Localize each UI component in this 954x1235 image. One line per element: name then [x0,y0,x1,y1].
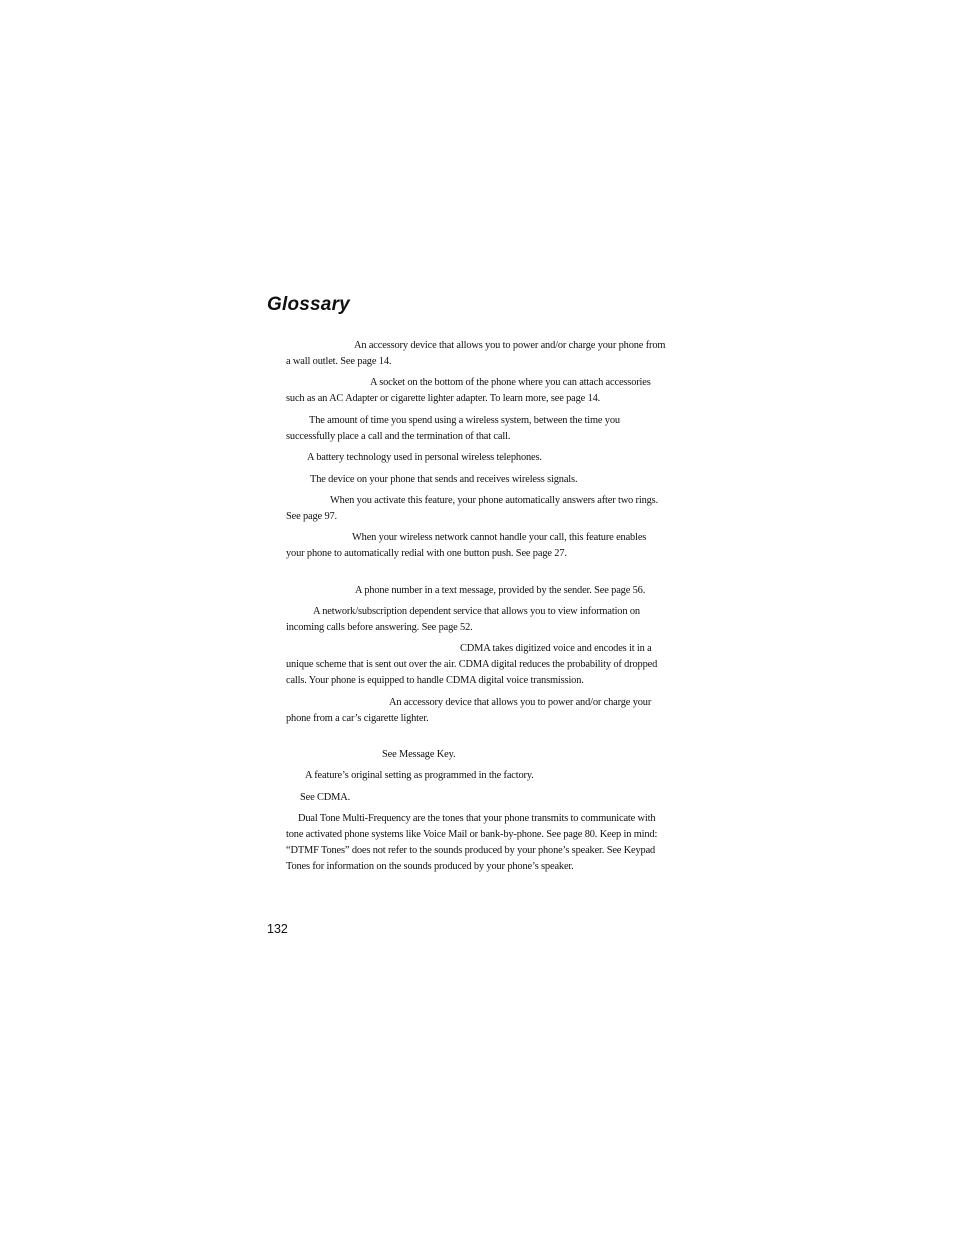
glossary-entry-digital [286,790,666,806]
glossary-entry-cigarette-lighter-adapter [286,695,666,727]
glossary-entry-text: Dual Tone Multi-Frequency are the tones that your phone transmits to communicate with tone activated phone systems like Voice Mail or bank-by-phone. See page 80. Keep in mind: “DTMF Tones” does not refer to the sounds produced by your phone’s speaker. See Keypad Tones for information on the sounds produced by your phone’s speaker. [286,813,658,872]
glossary-entry-text: The amount of time you spend using a wireless system, between the time you successfully place a call and the termination of that call. [286,415,620,442]
glossary-entry-clr-key [286,747,666,763]
page-title: Glossary [267,294,350,315]
glossary-entry-text: A phone number in a text message, provided by the sender. See page 56. [355,585,646,596]
glossary-entry-text: A network/subscription dependent service that allows you to view information on incoming calls before answering. See page 52. [286,606,640,633]
glossary-entry-text: An accessory device that allows you to power and/or charge your phone from a wall outlet. See page 14. [286,340,666,367]
glossary-entry-text: When you activate this feature, your phone automatically answers after two rings. See page 97. [286,495,659,522]
glossary-entry-auto-answer [286,493,666,525]
glossary-entry-callback-number [286,583,666,599]
glossary-entry-text: See Message Key. [382,749,456,760]
glossary-entry-text: See CDMA. [300,792,351,803]
page-number: 132 [267,922,288,936]
glossary-entry-dtmf [286,811,666,875]
glossary-entry-default [286,768,666,784]
glossary-entry-text: When your wireless network cannot handle your call, this feature enables your phone to automatically redial with one button push. See page 27. [286,532,647,559]
glossary-entry-text: The device on your phone that sends and receives wireless signals. [310,474,578,485]
glossary-entry-cdma [286,641,666,689]
glossary-entry-airtime [286,413,666,445]
glossary-entry-text: An accessory device that allows you to power and/or charge your phone from a car’s cigarette lighter. [286,697,652,724]
glossary-entry-text: A feature’s original setting as programmed in the factory. [305,770,534,781]
glossary-entry-text: A battery technology used in personal wireless telephones. [307,452,542,463]
glossary-entry-antenna [286,472,666,488]
glossary-entry-text: CDMA takes digitized voice and encodes it in a unique scheme that is sent out over the air. CDMA digital reduces the probability of dropped calls. Your phone is equipped to handle CDMA digital voice transmission. [286,643,658,686]
glossary-entry-battery [286,450,666,466]
glossary-entry-ac-adapter [286,338,666,370]
glossary-entry-caller-id [286,604,666,636]
glossary-entry-auto-retry [286,530,666,562]
glossary-entry-accessory-connector [286,375,666,407]
glossary-entry-text: A socket on the bottom of the phone where you can attach accessories such as an AC Adapter or cigarette lighter adapter. To learn more, see page 14. [286,377,651,404]
